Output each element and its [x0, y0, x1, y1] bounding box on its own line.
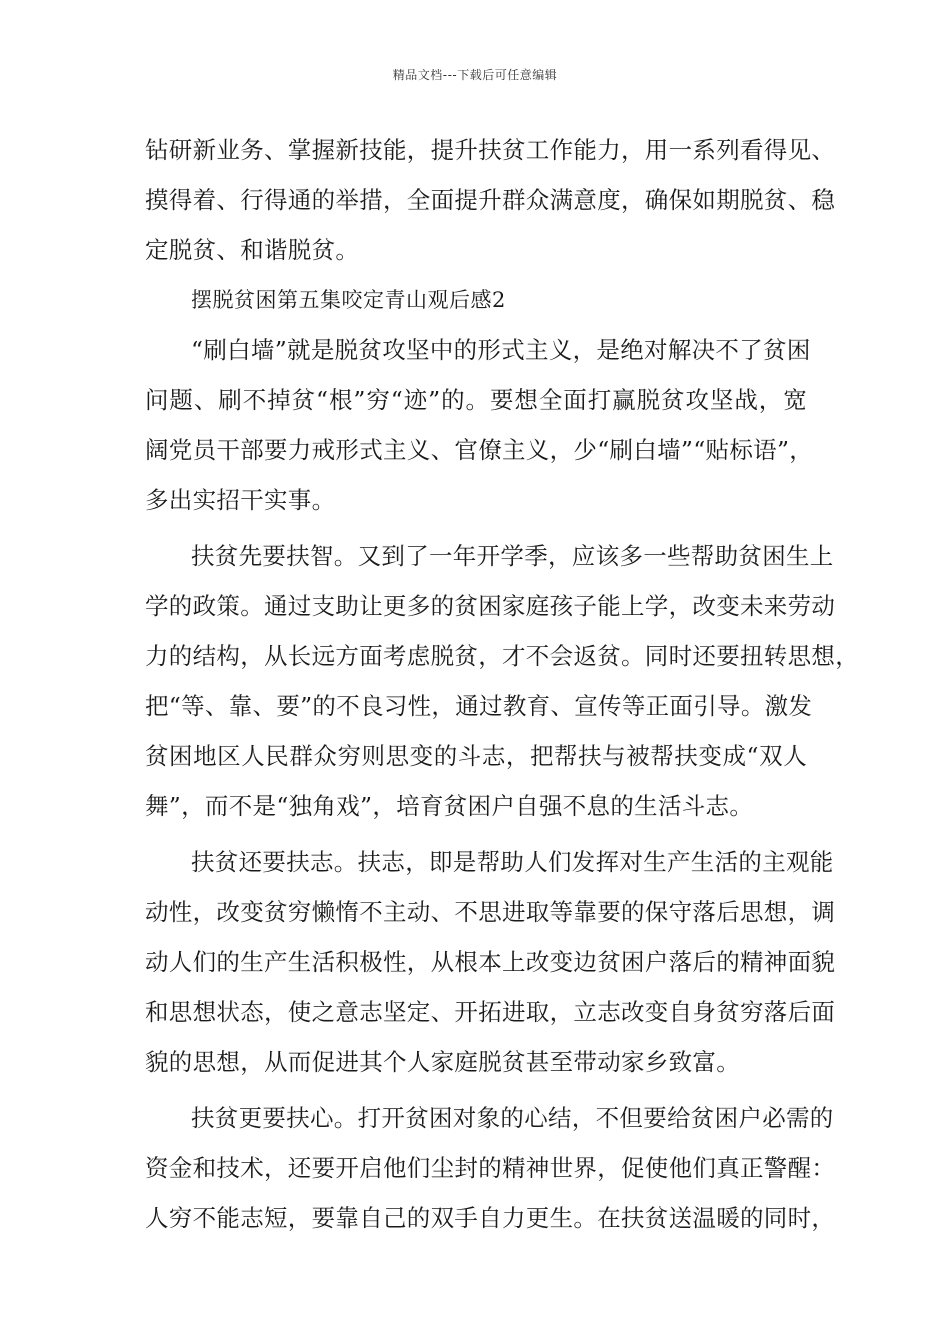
paragraph-line: 扶贫还要扶志。扶志，即是帮助人们发挥对生产生活的主观能: [191, 848, 834, 876]
paragraph-line: 贫困地区人民群众穷则思变的斗志，把帮扶与被帮扶变成“双人: [145, 742, 807, 770]
paragraph-line: 舞”，而不是“独角戏”，培育贫困户自强不息的生活斗志。: [145, 792, 754, 820]
paragraph-line: 动人们的生产生活积极性，从根本上改变边贫困户落后的精神面貌: [145, 948, 836, 976]
paragraph-line: 动性，改变贫穷懒惰不主动、不思进取等靠要的保守落后思想，调: [145, 898, 836, 926]
paragraph-line: 扶贫先要扶智。又到了一年开学季，应该多一些帮助贫困生上: [191, 542, 834, 570]
paragraph-line: 力的结构，从长远方面考虑脱贫，才不会返贫。同时还要扭转思想，: [145, 642, 859, 670]
page-header: 精品文档---下载后可任意编辑: [392, 68, 558, 82]
document-body: [145, 125, 859, 1243]
paragraph-line: 摸得着、行得通的举措，全面提升群众满意度，确保如期脱贫、稳: [145, 186, 836, 214]
paragraph-line: 貌的思想，从而促进其个人家庭脱贫甚至带动家乡致富。: [145, 1048, 740, 1076]
paragraph-line: 和思想状态，使之意志坚定、开拓进取，立志改变自身贫穷落后面: [145, 998, 836, 1026]
paragraph-line: 定脱贫、和谐脱贫。: [145, 236, 360, 264]
paragraph-line: 多出实招干实事。: [145, 486, 336, 514]
paragraph-line: 把“等、靠、要”的不良习性，通过教育、宣传等正面引导。激发: [145, 692, 813, 720]
paragraph-line: 问题、刷不掉贫“根”穷“迹”的。要想全面打赢脱贫攻坚战，宽: [145, 386, 807, 414]
paragraph-line: 扶贫更要扶心。打开贫困对象的心结，不但要给贫困户必需的: [191, 1104, 834, 1132]
paragraph-line: 钻研新业务、掌握新技能，提升扶贫工作能力，用一系列看得见、: [145, 136, 836, 164]
paragraph-line: 资金和技术，还要开启他们尘封的精神世界，促使他们真正警醒：: [145, 1154, 836, 1182]
paragraph-line: “刷白墙”就是脱贫攻坚中的形式主义，是绝对解决不了贫困: [191, 336, 811, 364]
paragraph-line: 学的政策。通过支助让更多的贫困家庭孩子能上学，改变未来劳动: [145, 592, 836, 620]
paragraph-line: 阔党员干部要力戒形式主义、官僚主义，少“刷白墙”“贴标语”，: [145, 436, 814, 464]
paragraph-line: 人穷不能志短，要靠自己的双手自力更生。在扶贫送温暖的同时，: [145, 1204, 836, 1232]
section-title: 摆脱贫困第五集咬定青山观后感2: [191, 288, 506, 312]
